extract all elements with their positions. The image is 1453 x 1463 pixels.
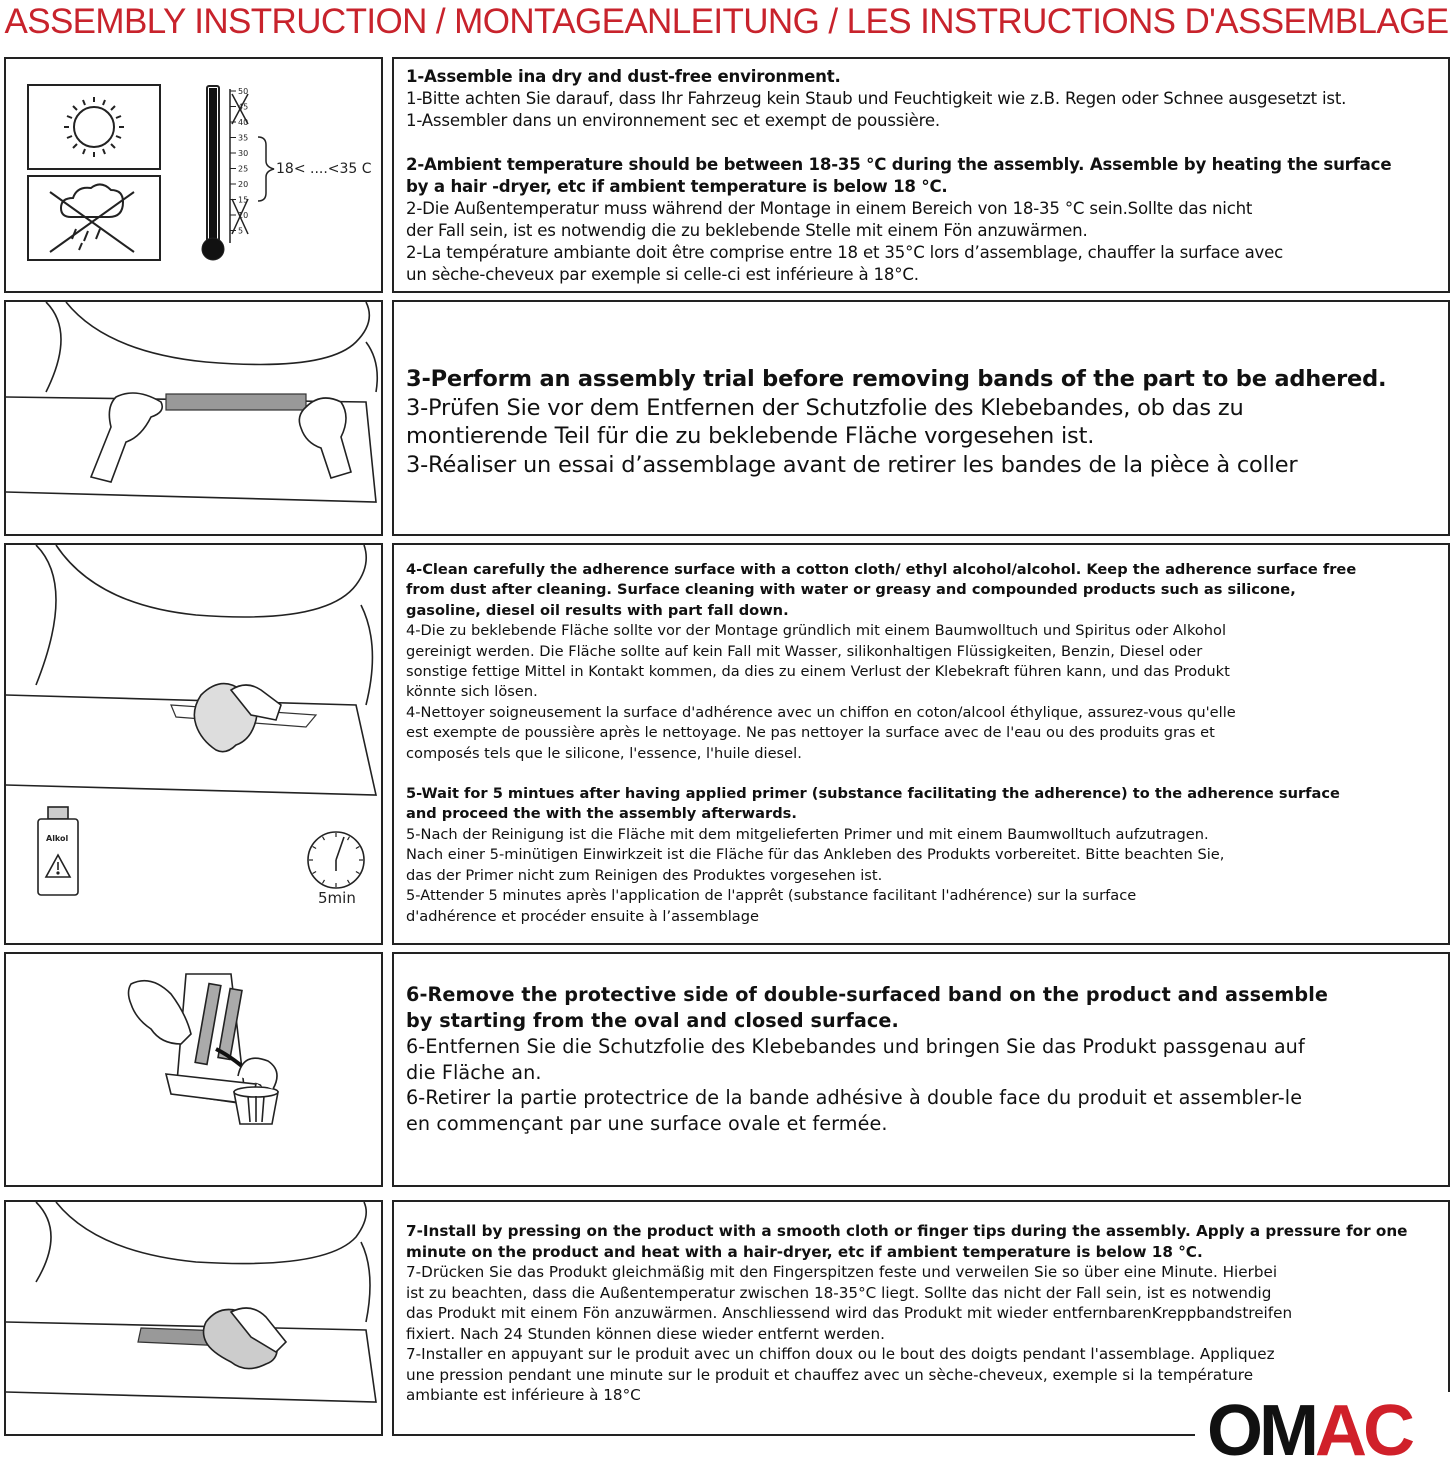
thermometer-tick-label: 30 [238,149,249,158]
step3-en: 3-Perform an assembly trial before removing bands of the part to be adhered. [406,366,1387,392]
thermometer-tick-label: 20 [238,180,249,189]
temperature-range-label: 18< ....<35 C [276,161,372,177]
step7-fr-1: 7-Installer en appuyant sur le produit avec un chiffon doux ou le bout des doigts pendant l'assemblage. Appliquez [406,1345,1275,1363]
step4-fr-3: composés tels que le silicone, l'essence, l'huile diesel. [406,744,802,762]
page-title: ASSEMBLY INSTRUCTION / MONTAGEANLEITUNG / LES INSTRUCTIONS D'ASSEMBLAGE [4,2,1449,41]
omac-logo [1195,1392,1453,1463]
trim-strip [166,394,306,410]
timer-label: 5min [318,889,356,907]
thermometer-tick-label: 50 [238,87,249,96]
step7-de-1: 7-Drücken Sie das Produkt gleichmäßig mit den Fingerspitzen feste und verweilen Sie so über eine Minute. Hierbei [406,1263,1278,1281]
step3-de-1: 3-Prüfen Sie vor dem Entfernen der Schutzfolie des Klebebandes, ob das zu [406,394,1244,421]
step7-en-1: 7-Install by pressing on the product with a smooth cloth or finger tips during the assembly. Apply a pressure for one [406,1222,1408,1240]
step4-fr-2: est exempte de poussière après le nettoyage. Ne pas nettoyer la surface avec de l'eau ou des produits gras et [406,724,1215,742]
thermometer-tick-label: 5 [238,226,244,236]
step2-en-1: 2-Ambient temperature should be between 18-35 °C during the assembly. Assemble by heating the surface [406,155,1392,174]
step4-en-2: from dust after cleaning. Surface cleaning with water or greasy and compounded products such as silicone, [406,581,1296,599]
alcohol-bottle-icon [38,807,78,895]
step1-fr: 1-Assembler dans un environnement sec et exempt de poussière. [406,111,940,130]
step2-en-2: by a hair -dryer, etc if ambient temperature is below 18 °C. [406,177,948,196]
step5-de-2: Nach einer 5-minütigen Einwirkzeit ist die Fläche für das Ankleben des Produkts vorbereitet. Bitte beachten Sie, [406,846,1225,864]
thermometer-tick-label: 40 [238,118,249,127]
step2-de-1: 2-Die Außentemperatur muss während der Montage in einem Bereich von 18-35 °C sein.Sollte das nicht [406,199,1253,218]
step3-fr: 3-Réaliser un essai d’assemblage avant de retirer les bandes de la pièce à coller [406,451,1298,478]
step7-de-2: ist zu beachten, dass die Außentemperatur zwischen 18-35°C liegt. Sollte das nicht der Fall sein, ist es notwendig [406,1283,1272,1302]
step6-de-1: 6-Entfernen Sie die Schutzfolie des Klebebandes und bringen Sie das Produkt passgenau auf [406,1034,1305,1058]
svg-text:OMAC [1207,1392,1414,1463]
step2-de-2: der Fall sein, ist es notwendig die zu beklebende Stelle mit einem Fön anzuwärmen. [406,221,1088,240]
step4-en-3: gasoline, diesel oil results with part fall down. [406,601,789,619]
footer-divider [392,1434,1197,1436]
thermometer-tick-label: 25 [238,164,249,174]
step4-fr-1: 4-Nettoyer soigneusement la surface d'adhérence avec un chiffon en coton/alcool éthylique, assurez-vous qu'elle [406,703,1236,721]
step4-de-2: gereinigt werden. Die Fläche sollte auf kein Fall mit Wasser, silikonhaltigen Flüssigkeiten, Benzin, Diesel oder [406,642,1203,660]
step4-de-3: sonstige fettige Mittel in Kontakt kommen, da dies zu einem Verlust der Klebekraft führen kann, und das Produkt [406,663,1230,681]
thermometer-tick-label: 15 [238,195,249,205]
trash-bin-icon [234,1058,278,1124]
step-6-text [392,952,1450,1187]
logo-text-red: AC [1314,1392,1411,1463]
step7-de-4: fixiert. Nach 24 Stunden können diese wieder entfernt werden. [406,1324,885,1343]
step5-de-1: 5-Nach der Reinigung ist die Fläche mit dem mitgelieferten Primer und mit einem Baumwolltuch aufzutragen. [406,825,1209,843]
logo-text-dark: OM [1207,1392,1315,1463]
left-hand-icon [91,393,162,482]
sun-icon [64,97,124,157]
step4-de-4: könnte sich lösen. [406,683,538,701]
step2-fr-1: 2-La température ambiante doit être comprise entre 18 et 35°C lors d’assemblage, chauffer la surface avec [406,243,1284,262]
step-4-5-text [392,543,1450,945]
figure-environment [4,57,383,293]
step6-en-2: by starting from the oval and closed surface. [406,1008,899,1032]
rain-cloud-icon [50,184,134,252]
pressing-hand-icon [204,1308,287,1369]
right-hand-icon [299,398,351,478]
step3-de-2: montierende Teil für die zu beklebende Fläche vorgesehen ist. [406,423,1095,449]
step-3-text [392,300,1450,536]
figure-press [4,1200,383,1436]
step7-en-2: minute on the product and heat with a hair-dryer, etc if ambient temperature is below 18 °C. [406,1242,1203,1261]
stopwatch-icon [308,832,364,888]
step5-en-2: and proceed the with the assembly afterwards. [406,805,797,823]
step1-en: 1-Assemble ina dry and dust-free environment. [406,67,841,86]
step5-de-3: das der Primer nicht zum Reinigen des Produktes vorgesehen ist. [406,866,883,884]
step6-fr-1: 6-Retirer la partie protectrice de la bande adhésive à double face du produit et assembler-le [406,1086,1303,1110]
figure-peel-tape [4,952,383,1187]
step5-en-1: 5-Wait for 5 mintues after having applied primer (substance facilitating the adherence) to the adherence surface [406,785,1340,803]
step1-de: 1-Bitte achten Sie darauf, dass Ihr Fahrzeug kein Staub und Feuchtigkeit wie z.B. Regen oder Schnee ausgesetzt ist. [406,89,1347,108]
step2-fr-2: un sèche-cheveux par exemple si celle-ci est inférieure à 18°C. [406,265,919,284]
step6-fr-2: en commençant par une surface ovale et fermée. [406,1112,888,1136]
step7-de-3: das Produkt mit einem Fön anzuwärmen. Anschliessend wird das Produkt mit wieder entfernbarenKreppbandstreifen [406,1304,1293,1322]
thermometer-tick-label: 35 [238,133,249,143]
step7-fr-3: ambiante est inférieure à 18°C [406,1386,641,1404]
bottle-label: Alkol [46,834,69,843]
thermometer-tick-label: 10 [238,211,249,220]
step-1-2-text [392,57,1450,293]
step4-de-1: 4-Die zu beklebende Fläche sollte vor der Montage gründlich mit einem Baumwolltuch und Spiritus oder Alkohol [406,622,1227,640]
step6-en-1: 6-Remove the protective side of double-surfaced band on the product and assemble [406,983,1328,1007]
figure-trial-fit [4,300,383,536]
peeling-hand-icon [129,981,192,1044]
thermometer-tick-label: 45 [238,102,249,112]
step6-de-2: die Fläche an. [406,1060,542,1084]
step5-fr-2: d'adhérence et procéder ensuite à l’assemblage [406,907,759,925]
figure-cleaning [4,543,383,945]
step7-fr-2: une pression pendant une minute sur le produit et chauffez avec un sèche-cheveux, exemple si la température [406,1365,1254,1384]
step4-en-1: 4-Clean carefully the adherence surface with a cotton cloth/ ethyl alcohol/alcohol. Keep the adherence surface free [406,561,1357,578]
step5-fr-1: 5-Attender 5 minutes après l'application de l'apprêt (substance facilitant l'adhérence) sur la surface [406,887,1137,905]
